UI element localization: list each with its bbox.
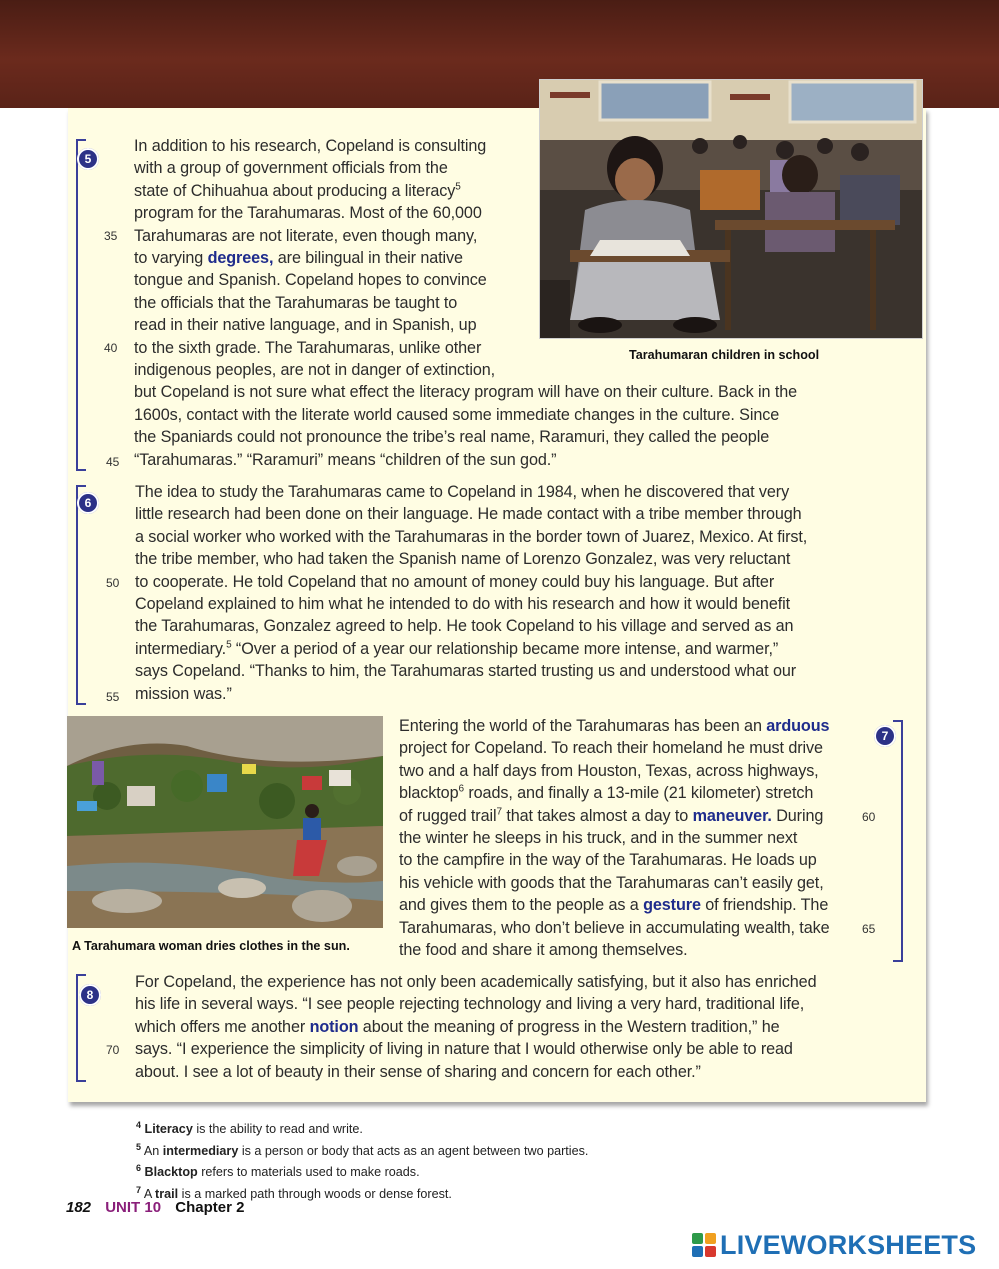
text-segment: but Copeland is not sure what effect the literacy program will have on their culture. Back in the [134, 383, 798, 402]
text-segment: to cooperate. He told Copeland that no amount of money could buy his language. But after [135, 572, 775, 591]
text-segment: project for Copeland. To reach their homeland he must drive [399, 739, 823, 758]
paragraph-5-bracket [76, 139, 86, 471]
text-segment: the tribe member, who had taken the Spanish name of Lorenzo Gonzalez, was very reluctant [135, 550, 791, 569]
text-segment: Tarahumaras, who don’t believe in accumulating wealth, take [399, 918, 830, 937]
text-segment: the officials that the Tarahumaras be taught to [134, 293, 458, 312]
text-line [135, 571, 807, 593]
text-line [134, 449, 797, 471]
paragraph-badge-6: 6 [77, 492, 99, 514]
text-line [134, 135, 797, 157]
text-line [135, 1061, 816, 1083]
text-line [134, 292, 797, 314]
text-line [399, 827, 830, 849]
text-line [135, 526, 807, 548]
paragraph-8-text [135, 971, 816, 1083]
page-footer [66, 1199, 244, 1216]
vocabulary-word: maneuver. [692, 806, 772, 825]
text-segment: a social worker who worked with the Tarahumaras in the border town of Juarez, Mexico. At first, [135, 527, 808, 546]
text-line [134, 180, 797, 202]
text-segment: to varying [134, 249, 208, 268]
text-segment: two and a half days from Houston, Texas, across highways, [399, 761, 819, 780]
paragraph-7-bracket [893, 720, 903, 962]
text-segment: indigenous peoples, are not in danger of extinction, [134, 361, 496, 380]
brand-name: LIVEWORKSHEETS [720, 1229, 977, 1260]
text-segment: blacktop [399, 784, 459, 803]
footnote-reference: 5 [455, 181, 461, 193]
text-segment: The idea to study the Tarahumaras came to Copeland in 1984, when he discovered that very [135, 483, 790, 501]
text-line [135, 638, 807, 660]
line-number-65: 65 [862, 922, 876, 936]
caption-children-in-school: Tarahumaran children in school [629, 348, 820, 362]
text-line [399, 872, 830, 894]
page-number: 182 [66, 1199, 92, 1216]
text-segment: and gives them to the people as a [399, 896, 644, 915]
vocabulary-word: gesture [643, 896, 701, 915]
liveworksheets-brand [692, 1228, 976, 1262]
text-line [134, 404, 797, 426]
paragraph-badge-5: 5 [77, 148, 99, 170]
text-line [399, 849, 830, 871]
footnote-6: $^6$ Blacktop refers to materials used to make roads. [136, 1163, 420, 1180]
text-segment: says Copeland. “Thanks to him, the Tarahumaras started trusting us and understood what our [135, 662, 797, 681]
text-line [134, 337, 797, 359]
text-line [399, 782, 830, 804]
paragraph-7-text [399, 715, 830, 961]
chapter-label: Chapter 2 [175, 1199, 245, 1216]
line-number-50: 50 [106, 576, 120, 590]
text-segment: are bilingual in their native [273, 249, 463, 268]
unit-label: UNIT 10 [105, 1199, 162, 1216]
line-number-55: 55 [106, 690, 120, 704]
vocabulary-word: notion [309, 1017, 359, 1036]
text-segment: his vehicle with goods that the Tarahumaras can’t easily get, [399, 873, 824, 892]
line-number-35: 35 [104, 229, 118, 243]
text-line [135, 593, 807, 615]
text-line [135, 548, 807, 570]
text-segment: of friendship. The [700, 896, 829, 915]
text-segment: Entering the world of the Tarahumaras has been an [399, 717, 767, 735]
text-line [134, 157, 797, 179]
riverbank-illustration [67, 716, 383, 928]
text-segment: with a group of government officials from the [134, 159, 448, 178]
line-number-70: 70 [106, 1043, 120, 1057]
text-segment: For Copeland, the experience has not only been academically satisfying, but it also has enriched [135, 973, 817, 991]
text-segment: roads, and finally a 13-mile (21 kilometer) stretch [463, 784, 814, 803]
text-line [134, 359, 797, 381]
text-segment: of rugged trail [399, 806, 497, 825]
text-segment: says. “I experience the simplicity of living in nature that I would otherwise only be able to read [135, 1040, 793, 1059]
text-segment: tongue and Spanish. Copeland hopes to convince [134, 271, 487, 290]
text-line [134, 247, 797, 269]
text-line [135, 481, 807, 503]
text-line [134, 225, 797, 247]
text-line [135, 1038, 816, 1060]
text-segment: the winter he sleeps in his truck, and in the summer next [399, 829, 798, 848]
line-number-45: 45 [106, 455, 120, 469]
text-segment: little research had been done on their language. He made contact with a tribe member through [135, 505, 802, 524]
vocabulary-word: degrees, [207, 249, 274, 268]
text-segment: state of Chihuahua about producing a literacy [134, 181, 456, 200]
footnote-reference: 7 [496, 806, 502, 818]
text-line [399, 939, 830, 961]
line-number-40: 40 [104, 341, 118, 355]
text-segment: to the campfire in the way of the Tarahumaras. He loads up [399, 851, 817, 870]
text-line [399, 917, 830, 939]
photo-woman-drying-clothes [67, 716, 383, 928]
text-segment: Copeland explained to him what he intended to do with his research and how it would benefit [135, 595, 791, 614]
text-segment: 1600s, contact with the literate world caused some immediate changes in the culture. Since [134, 405, 780, 424]
text-line [134, 426, 797, 448]
caption-woman-drying-clothes: A Tarahumara woman dries clothes in the sun. [72, 939, 350, 953]
vocabulary-word: arduous [766, 717, 830, 735]
text-line [399, 760, 830, 782]
text-segment: mission was.” [135, 684, 232, 703]
text-line [399, 737, 830, 759]
text-segment: to the sixth grade. The Tarahumaras, unlike other [134, 338, 482, 357]
text-segment: program for the Tarahumaras. Most of the 60,000 [134, 204, 482, 223]
text-line [134, 381, 797, 403]
paragraph-5-text [134, 135, 797, 471]
text-segment: read in their native language, and in Spanish, up [134, 316, 477, 335]
text-line [135, 1016, 816, 1038]
text-segment: the Tarahumaras, Gonzalez agreed to help. He took Copeland to his village and served as an [135, 617, 794, 636]
text-segment: the Spaniards could not pronounce the tribe’s real name, Raramuri, they called the people [134, 428, 770, 447]
footnote-reference: 6 [458, 783, 464, 795]
footnote-5: $^5$ An intermediary is a person or body that acts as an agent between two parties. [136, 1141, 589, 1158]
paragraph-6-bracket [76, 485, 86, 705]
text-segment: In addition to his research, Copeland is consulting [134, 137, 487, 155]
footnotes [136, 1117, 588, 1203]
text-line [134, 314, 797, 336]
paragraph-badge-8: 8 [79, 984, 101, 1006]
text-segment: that takes almost a day to [501, 806, 693, 825]
text-segment: Tarahumaras are not literate, even though many, [134, 226, 478, 245]
text-line [135, 971, 816, 993]
text-line [134, 202, 797, 224]
liveworksheets-logo-icon [692, 1233, 716, 1257]
text-line [399, 715, 830, 737]
text-segment: his life in several ways. “I see people rejecting technology and living a very hard, traditional life, [135, 995, 805, 1014]
text-segment: about the meaning of progress in the Western tradition,” he [358, 1017, 780, 1036]
paragraph-badge-7: 7 [874, 725, 896, 747]
text-segment: which offers me another [135, 1017, 310, 1036]
text-line [134, 269, 797, 291]
text-segment: “Over a period of a year our relationship became more intense, and warmer,” [231, 639, 779, 658]
footnote-7: $^7$ A trail is a marked path through woods or dense forest. [136, 1184, 452, 1201]
text-segment: During [771, 806, 824, 825]
text-line [135, 615, 807, 637]
footnote-4: $^4$ Literacy is the ability to read and write. [136, 1120, 363, 1137]
text-line [135, 683, 807, 705]
text-segment: about. I see a lot of beauty in their sense of sharing and concern for each other.” [135, 1062, 701, 1081]
line-number-60: 60 [862, 810, 876, 824]
text-segment: “Tarahumaras.” “Raramuri” means “children of the sun god.” [134, 450, 557, 469]
text-line [399, 894, 830, 916]
text-segment: the food and share it among themselves. [399, 941, 688, 960]
text-line [399, 805, 830, 827]
text-segment: intermediary. [135, 639, 227, 658]
text-line [135, 503, 807, 525]
text-line [135, 660, 807, 682]
text-line [135, 993, 816, 1015]
paragraph-6-text [135, 481, 807, 705]
footnote-reference: 5 [226, 639, 232, 651]
